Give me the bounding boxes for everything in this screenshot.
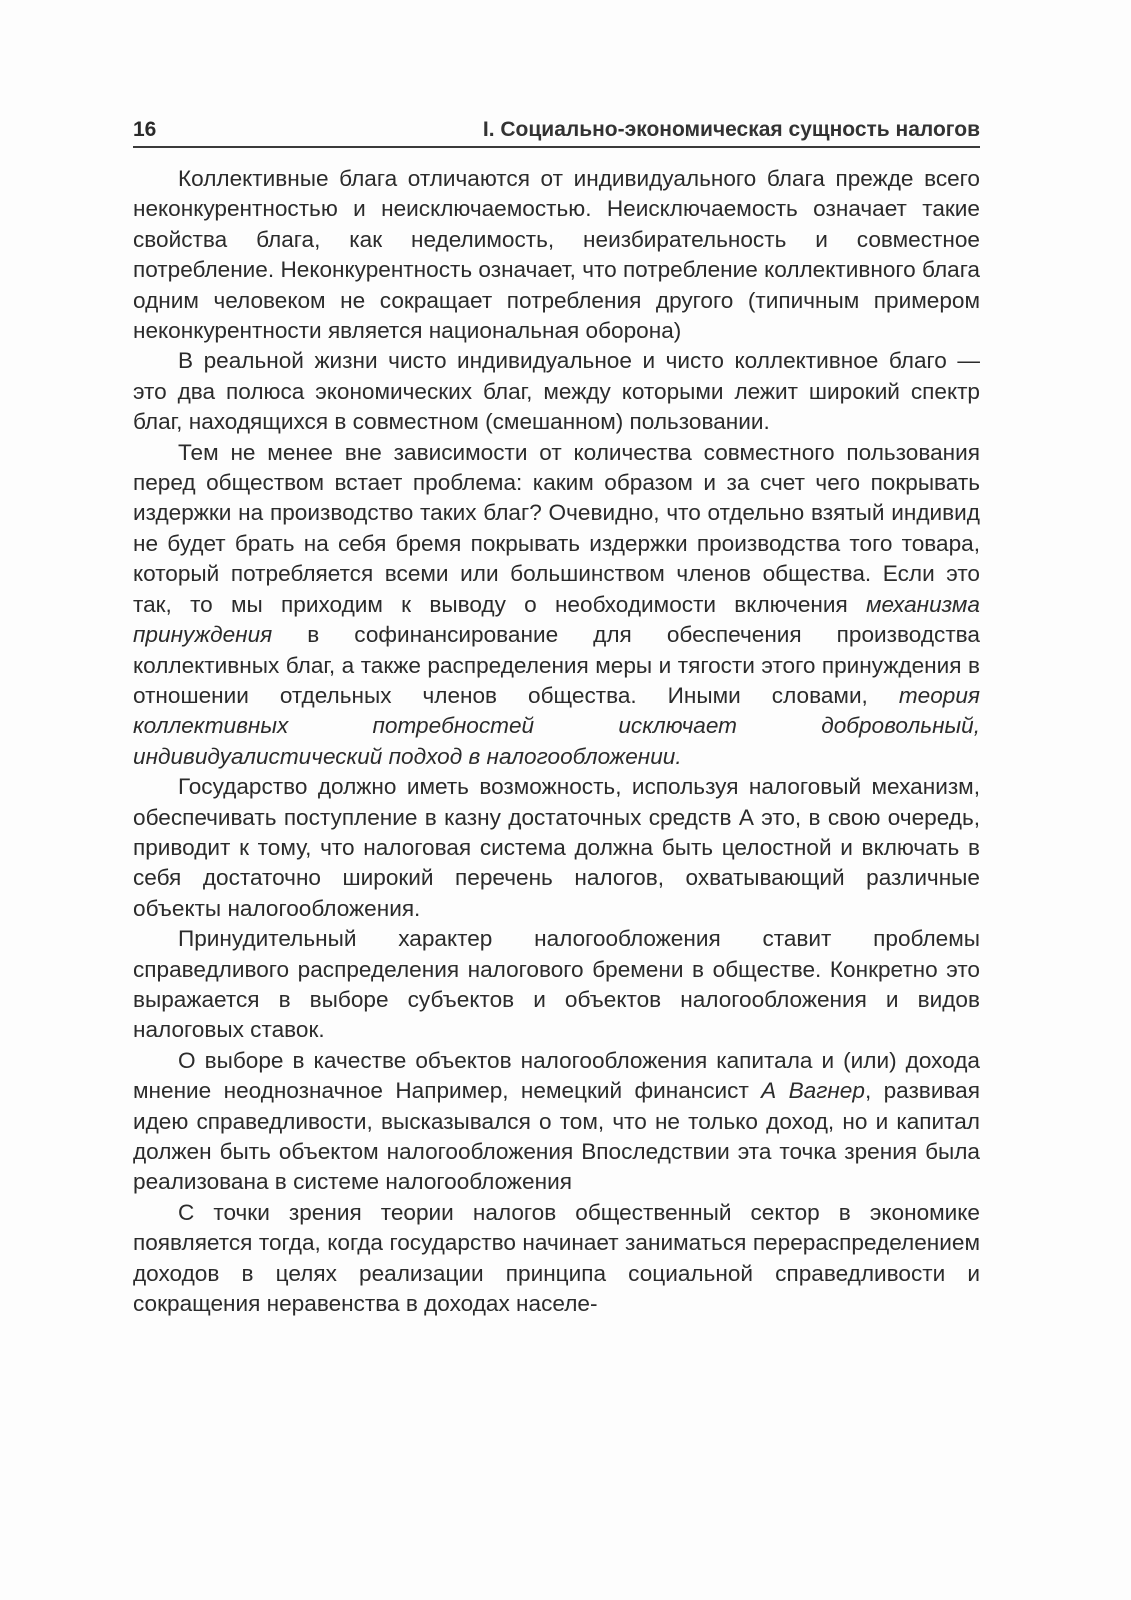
body-text — [133, 164, 980, 1319]
running-head — [133, 114, 980, 148]
paragraph-text-segment: , развивая идею справедливости, высказывался о том, что не только доход, но и капитал должен быть объектом налогообложения Впоследствии эта точка зрения была реализована в системе налогообложения — [133, 1078, 980, 1195]
paragraph-public-sector: С точки зрения теории налогов общественный сектор в экономике появляется тогда, когда государство начинает заниматься перераспределением доходов в целях реализации принципа социальной справедливости и сокращения неравенства в доходах населе- — [133, 1199, 980, 1317]
paragraph-coercion-mechanism — [133, 438, 980, 772]
paragraph-text-segment: О выборе в качестве объектов налогообложения капитала и (или) дохода мнение неоднозначное Например, немецкий финансист — [133, 1047, 980, 1104]
paragraph-real-life-goods: В реальной жизни чисто индивидуальное и чисто коллективное благо — это два полюса экономических благ, между которыми лежит широкий спектр благ, находящихся в совместном (смешанном) пользовании. — [133, 348, 980, 435]
emphasis-coercion-mechanism: механизма принуждения — [133, 591, 980, 648]
page-number: 16 — [133, 118, 157, 141]
chapter-title: I. Социально-экономическая сущность налогов — [482, 118, 980, 141]
paragraph-collective-goods: Коллективные блага отличаются от индивидуального блага прежде всего неконкурентностью и неисключаемостью. Неисключаемость означает такие свойства блага, как неделимость, неизбирательность и совместное потребление. Неконкурентность означает, что потребление коллективного блага одним человеком не сокращает потребления другого (типичным примером неконкурентности является национальная оборона) — [133, 166, 980, 344]
paragraph-wagner — [133, 1046, 980, 1198]
paragraph-state-tax-mechanism: Государство должно иметь возможность, используя налоговый механизм, обеспечивать поступление в казну достаточных средств А это, в свою очередь, приводит к тому, что налоговая система должна быть целостной и включать в себя достаточно широкий перечень налогов, охватывающий различные объекты налогообложения. — [133, 774, 980, 921]
paragraph-text-segment: в софинансирование для обеспечения производства коллективных благ, а также распределения меры и тягости этого принуждения в отношении отдельных членов общества. Иными словами, — [133, 622, 980, 708]
emphasis-collective-needs-theory: теория коллективных потребностей исключает добровольный, индивидуалистический подход в налогообложении. — [133, 682, 980, 769]
paragraph-tax-burden: Принудительный характер налогообложения ставит проблемы справедливого распределения налогового бремени в обществе. Конкретно это выражается в выборе субъектов и объектов налогообложения и видов налоговых ставок. — [133, 926, 980, 1043]
paragraph-text-segment: Тем не менее вне зависимости от количества совместного пользования перед обществом встает проблема: каким образом и за счет чего покрывать издержки на производство таких благ? Очевидно, что отдельно взятый индивид не будет брать на себя бремя покрывать издержки производства того товара, который потребляется всеми или большинством членов общества. Если это так, то мы приходим к выводу о необходимости включения — [133, 439, 980, 617]
emphasis-author-name: А Вагнер — [761, 1078, 865, 1104]
